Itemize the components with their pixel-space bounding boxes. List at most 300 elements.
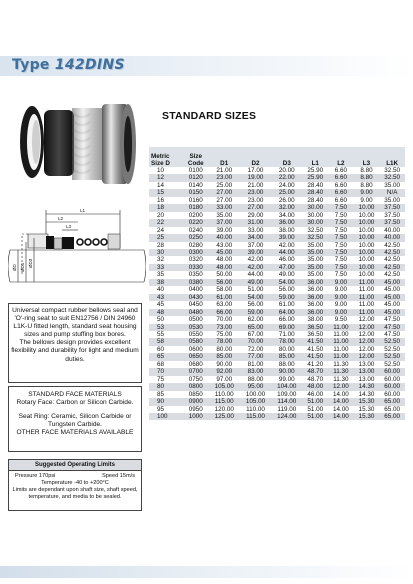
table-row xyxy=(149,413,405,420)
table-row xyxy=(149,301,405,308)
cell-l1: 32.50 xyxy=(307,234,324,242)
cell-code: 0120 xyxy=(188,174,203,182)
cell-d3: 59.00 xyxy=(278,293,295,301)
cell-l2: 7.50 xyxy=(334,234,347,242)
cell-d3: 32.00 xyxy=(278,204,295,212)
cell-l2: 7.50 xyxy=(334,219,347,227)
cell-code: 0250 xyxy=(188,234,203,242)
table-row xyxy=(149,279,405,286)
limits-speed: Speed 15m/s xyxy=(102,473,135,479)
cell-d1: 37.00 xyxy=(216,219,233,227)
cell-d3: 119.00 xyxy=(277,405,297,413)
cell-d3: 47.00 xyxy=(278,263,295,271)
col-d1: D1 xyxy=(209,147,240,167)
cell-d1: 63.00 xyxy=(216,301,233,309)
cell-size: 25 xyxy=(157,234,165,242)
cell-size: 65 xyxy=(157,353,165,361)
cell-l1: 36.00 xyxy=(307,293,324,301)
col-size-code-line1: Size xyxy=(189,153,203,160)
cell-l3: 10.00 xyxy=(358,234,375,242)
cell-size: 12 xyxy=(157,174,165,182)
cell-d2: 77.00 xyxy=(247,353,264,361)
cell-size: 38 xyxy=(157,278,165,286)
cell-size: 45 xyxy=(157,301,165,309)
cell-d3: 25.00 xyxy=(278,189,295,197)
cell-size: 68 xyxy=(157,360,165,368)
cell-d3: 44.00 xyxy=(278,248,295,256)
cell-d3: 20.00 xyxy=(278,167,295,174)
cell-l1: 30.00 xyxy=(307,219,324,227)
cell-l3: 12.00 xyxy=(358,316,375,324)
cell-code: 0240 xyxy=(188,226,203,234)
cell-l1: 32.50 xyxy=(307,226,324,234)
cell-l2: 9.50 xyxy=(334,316,347,324)
label-d: ØD xyxy=(12,264,17,271)
cell-l1: 36.00 xyxy=(307,301,324,309)
cell-l1k: 42.50 xyxy=(384,241,401,249)
cell-d2: 62.00 xyxy=(247,316,264,324)
cell-d3: 56.00 xyxy=(278,286,295,294)
table-row xyxy=(149,264,405,271)
cell-d1: 40.00 xyxy=(216,234,233,242)
table-row xyxy=(149,376,405,383)
table-row xyxy=(149,242,405,249)
cell-d3: 46.00 xyxy=(278,256,295,264)
materials-title: STANDARD FACE MATERIALS xyxy=(28,391,122,398)
cell-l1: 48.70 xyxy=(307,368,324,376)
col-size-code xyxy=(183,147,209,167)
cell-d1: 110.00 xyxy=(214,390,234,398)
cell-l2: 7.50 xyxy=(334,211,347,219)
cell-d1: 35.00 xyxy=(216,211,233,219)
cell-d3: 114.00 xyxy=(277,398,297,406)
cell-d3: 61.00 xyxy=(278,301,295,309)
cell-l1k: 40.00 xyxy=(384,234,401,242)
cell-size: 75 xyxy=(157,375,165,383)
cell-size: 35 xyxy=(157,271,165,279)
cell-l3: 10.00 xyxy=(358,241,375,249)
table-row xyxy=(149,316,405,323)
cell-l1: 51.00 xyxy=(307,405,324,413)
title-name: 142DINS xyxy=(54,57,125,73)
cell-l3: 10.00 xyxy=(358,271,375,279)
cell-d2: 44.00 xyxy=(247,271,264,279)
cell-size: 60 xyxy=(157,345,165,353)
cell-d1: 70.00 xyxy=(216,316,233,324)
cell-d3: 71.00 xyxy=(278,330,295,338)
cell-l3: 10.00 xyxy=(358,256,375,264)
table-row xyxy=(149,294,405,301)
cell-code: 0950 xyxy=(188,405,203,413)
col-d2: D2 xyxy=(240,147,271,167)
table-row xyxy=(149,249,405,256)
cell-size: 18 xyxy=(157,204,165,212)
cell-d3: 26.00 xyxy=(278,196,295,204)
table-row xyxy=(149,197,405,204)
cell-size: 53 xyxy=(157,323,165,331)
cell-l3: 15.30 xyxy=(358,412,375,420)
cell-size: 14 xyxy=(157,181,165,189)
cell-l3: 9.00 xyxy=(360,189,373,197)
cell-d1: 92.00 xyxy=(216,368,233,376)
cell-d3: 66.00 xyxy=(278,316,295,324)
col-size-d-line2: Size D xyxy=(151,160,170,167)
cell-d1: 97.00 xyxy=(216,375,233,383)
cell-code: 0600 xyxy=(188,345,203,353)
title-prefix: Type xyxy=(12,57,50,73)
cell-l3: 12.00 xyxy=(358,353,375,361)
cell-l1k: 32.50 xyxy=(384,174,401,182)
cell-code: 0100 xyxy=(188,167,203,174)
cell-l3: 11.00 xyxy=(358,278,375,286)
cell-l1k: 60.00 xyxy=(384,390,401,398)
cell-d1: 33.00 xyxy=(216,204,233,212)
cell-l3: 13.00 xyxy=(358,368,375,376)
standard-sizes-table xyxy=(149,147,405,420)
cell-l1k: 32.50 xyxy=(384,167,401,174)
col-size-d-line1: Metric xyxy=(151,153,170,160)
cell-d1: 56.00 xyxy=(216,278,233,286)
cell-l3: 15.30 xyxy=(358,398,375,406)
table-row xyxy=(149,204,405,211)
cell-d1: 27.00 xyxy=(216,196,233,204)
table-row xyxy=(149,256,405,263)
cell-l2: 9.00 xyxy=(334,301,347,309)
cell-l3: 9.00 xyxy=(360,196,373,204)
table-row xyxy=(149,227,405,234)
cell-d2: 49.00 xyxy=(247,278,264,286)
cell-l2: 6.60 xyxy=(334,174,347,182)
cell-l2: 6.60 xyxy=(334,167,347,174)
cell-l2: 7.50 xyxy=(334,226,347,234)
cell-l1: 36.00 xyxy=(307,308,324,316)
cell-l2: 7.50 xyxy=(334,263,347,271)
cell-d3: 104.00 xyxy=(277,383,297,391)
cell-d2: 37.00 xyxy=(247,241,264,249)
cell-code: 0400 xyxy=(188,286,203,294)
cell-d1: 85.00 xyxy=(216,353,233,361)
cell-l2: 14.00 xyxy=(332,412,349,420)
cell-d1: 78.00 xyxy=(216,338,233,346)
cell-code: 0150 xyxy=(188,189,203,197)
cell-l3: 12.00 xyxy=(358,338,375,346)
table-row xyxy=(149,353,405,360)
cell-l2: 11.00 xyxy=(333,345,349,353)
cell-d2: 29.00 xyxy=(247,211,264,219)
limits-pressure: Pressure 170psi xyxy=(15,473,56,479)
table-row xyxy=(149,167,405,174)
cell-code: 0800 xyxy=(188,383,203,391)
cell-l2: 7.50 xyxy=(334,271,347,279)
cell-d3: 39.00 xyxy=(278,234,295,242)
cell-code: 0430 xyxy=(188,293,203,301)
table-row xyxy=(149,189,405,196)
cell-l1: 28.40 xyxy=(307,181,324,189)
cell-l3: 10.00 xyxy=(358,211,375,219)
cell-size: 32 xyxy=(157,256,165,264)
cell-code: 0900 xyxy=(188,398,203,406)
cell-d1: 105.00 xyxy=(214,383,234,391)
cell-l1: 48.00 xyxy=(307,383,324,391)
table-row xyxy=(149,338,405,345)
cell-l1: 38.00 xyxy=(307,316,324,324)
limits-temperature: Temperature -40 to +200°C xyxy=(41,480,109,486)
cell-l1: 35.00 xyxy=(307,256,324,264)
cell-l3: 10.00 xyxy=(358,226,375,234)
cell-d2: 65.00 xyxy=(247,323,264,331)
table-row xyxy=(149,286,405,293)
cell-l1k: 37.50 xyxy=(384,204,401,212)
col-size-code-line2: Code xyxy=(187,160,204,167)
cell-d2: 33.00 xyxy=(247,226,264,234)
page-title xyxy=(12,57,125,73)
materials-other: OTHER FACE MATERIALS AVAILABLE xyxy=(16,429,134,436)
cell-code: 0220 xyxy=(188,219,203,227)
cell-size: 90 xyxy=(157,398,165,406)
cell-l2: 12.00 xyxy=(332,383,349,391)
cell-code: 0280 xyxy=(188,241,203,249)
cell-l1k: 60.00 xyxy=(384,368,401,376)
cell-size: 28 xyxy=(157,241,165,249)
cell-l1k: 65.00 xyxy=(384,412,401,420)
table-row xyxy=(149,361,405,368)
cell-d2: 34.00 xyxy=(247,234,264,242)
cell-d2: 17.00 xyxy=(247,167,264,174)
cell-l3: 10.00 xyxy=(358,263,375,271)
cell-l1: 36.00 xyxy=(307,286,324,294)
cell-size: 33 xyxy=(157,263,165,271)
cell-d3: 88.00 xyxy=(278,360,295,368)
cell-d1: 48.00 xyxy=(216,263,233,271)
cell-d3: 90.00 xyxy=(278,368,295,376)
cell-l3: 11.00 xyxy=(358,301,375,309)
table-row xyxy=(149,219,405,226)
cell-d3: 42.00 xyxy=(278,241,295,249)
description-paragraph-2: The bellows design provides excellent flexibility and durability for light and medium duties. xyxy=(11,339,139,363)
cell-l3: 15.30 xyxy=(358,405,375,413)
cell-l2: 11.30 xyxy=(333,375,349,383)
cell-size: 20 xyxy=(157,211,165,219)
table-row xyxy=(149,182,405,189)
cell-size: 80 xyxy=(157,383,165,391)
cell-l1k: 47.50 xyxy=(384,316,401,324)
standard-sizes-heading: STANDARD SIZES xyxy=(162,110,257,122)
table-row xyxy=(149,309,405,316)
cell-code: 0380 xyxy=(188,278,203,286)
cell-size: 55 xyxy=(157,330,165,338)
cell-d1: 50.00 xyxy=(216,271,233,279)
table-row xyxy=(149,271,405,278)
table-row xyxy=(149,212,405,219)
cell-l1k: 52.50 xyxy=(384,353,401,361)
cell-l1: 35.00 xyxy=(307,248,324,256)
cell-l1k: N/A xyxy=(386,189,398,197)
cell-d1: 25.00 xyxy=(216,181,233,189)
label-d1: ØD1 xyxy=(20,262,25,272)
cell-code: 0580 xyxy=(188,338,203,346)
cell-d2: 19.00 xyxy=(247,174,264,182)
materials-seat: Seat Ring: Ceramic, Silicon Carbide or Tungsten Carbide. xyxy=(18,413,132,428)
cell-code: 0530 xyxy=(188,323,203,331)
table-row xyxy=(149,234,405,241)
cell-d1: 66.00 xyxy=(216,308,233,316)
cell-size: 22 xyxy=(157,219,165,227)
cell-l1: 25.90 xyxy=(307,174,324,182)
cell-l2: 11.30 xyxy=(333,368,349,376)
cell-l1: 30.00 xyxy=(307,211,324,219)
cell-l1k: 40.00 xyxy=(384,226,401,234)
cell-l3: 10.00 xyxy=(358,204,375,212)
footer-band xyxy=(0,566,413,578)
cell-l2: 14.00 xyxy=(332,405,349,413)
cell-l1k: 42.50 xyxy=(384,248,401,256)
cell-l1: 36.50 xyxy=(307,323,324,331)
cell-d2: 110.00 xyxy=(246,405,265,413)
cell-l1: 30.00 xyxy=(307,204,324,212)
cell-d1: 39.00 xyxy=(216,226,233,234)
cell-d1: 75.00 xyxy=(216,330,233,338)
cell-l1k: 45.00 xyxy=(384,308,401,316)
cell-d3: 109.00 xyxy=(277,390,297,398)
cell-d2: 81.00 xyxy=(247,360,264,368)
cell-l1k: 65.00 xyxy=(384,405,401,413)
cell-size: 50 xyxy=(157,316,165,324)
operating-limits-box xyxy=(8,459,142,511)
cell-d2: 42.00 xyxy=(247,263,264,271)
cell-d2: 56.00 xyxy=(247,301,264,309)
cell-d3: 36.00 xyxy=(278,219,295,227)
cell-d2: 67.00 xyxy=(247,330,264,338)
cell-l1k: 52.50 xyxy=(384,360,401,368)
cell-l1k: 35.00 xyxy=(384,196,401,204)
cell-l2: 7.50 xyxy=(334,248,347,256)
cell-l3: 12.00 xyxy=(358,345,375,353)
cell-code: 1000 xyxy=(188,412,203,420)
cell-l2: 6.60 xyxy=(334,196,347,204)
cell-d2: 83.00 xyxy=(247,368,264,376)
cell-code: 0140 xyxy=(188,181,203,189)
cell-l1: 28.40 xyxy=(307,196,324,204)
cell-size: 15 xyxy=(157,189,165,197)
cell-l1: 46.00 xyxy=(307,390,324,398)
limits-pressure-speed-row xyxy=(9,471,141,480)
cell-l2: 6.60 xyxy=(334,189,347,197)
cell-d3: 85.00 xyxy=(278,353,295,361)
cell-l1: 35.00 xyxy=(307,241,324,249)
cell-l2: 9.00 xyxy=(334,308,347,316)
cell-d1: 27.00 xyxy=(216,189,233,197)
cell-d2: 72.00 xyxy=(247,345,264,353)
cell-size: 48 xyxy=(157,308,165,316)
cell-code: 0650 xyxy=(188,353,203,361)
cell-d1: 21.00 xyxy=(216,167,233,174)
cell-l1k: 65.00 xyxy=(384,398,401,406)
cell-d3: 49.00 xyxy=(278,271,295,279)
cell-d3: 38.00 xyxy=(278,226,295,234)
cell-l3: 12.00 xyxy=(358,323,375,331)
cell-l2: 9.00 xyxy=(334,286,347,294)
cell-l1k: 37.50 xyxy=(384,211,401,219)
cell-d1: 125.00 xyxy=(214,412,234,420)
cell-d3: 54.00 xyxy=(278,278,295,286)
cell-l3: 8.80 xyxy=(360,174,373,182)
table-header-row xyxy=(149,147,405,167)
cell-d2: 21.00 xyxy=(247,181,264,189)
cell-l1: 41.50 xyxy=(307,338,324,346)
cell-l1: 48.70 xyxy=(307,375,324,383)
cell-d3: 22.00 xyxy=(278,174,295,182)
cell-d3: 64.00 xyxy=(278,308,295,316)
cell-d2: 23.00 xyxy=(247,196,264,204)
cell-l2: 6.60 xyxy=(334,181,347,189)
label-l3: L3 xyxy=(66,224,72,229)
cell-code: 0300 xyxy=(188,248,203,256)
table-row xyxy=(149,398,405,405)
cell-d1: 73.00 xyxy=(216,323,233,331)
cell-l3: 11.00 xyxy=(358,286,375,294)
cell-l1k: 35.00 xyxy=(384,181,401,189)
cell-d2: 70.00 xyxy=(247,338,264,346)
cell-l1: 41.50 xyxy=(307,353,324,361)
cell-l3: 8.80 xyxy=(360,181,373,189)
cell-d2: 100.00 xyxy=(245,390,266,398)
cell-l1k: 42.50 xyxy=(384,271,401,279)
cell-d1: 90.00 xyxy=(216,360,233,368)
cell-d1: 80.00 xyxy=(216,345,233,353)
cell-d1: 23.00 xyxy=(216,174,233,182)
table-row xyxy=(149,368,405,375)
cell-l1k: 60.00 xyxy=(384,383,401,391)
table-row xyxy=(149,383,405,390)
description-paragraph-1: Universal compact rubber bellows seal and 'O'-ring seat to suit EN12756 / DIN 24960 L1K-U fitted length, standard seat housing sizes and pump stuffing box bores. xyxy=(12,307,138,339)
cell-l3: 10.00 xyxy=(358,219,375,227)
cell-l1: 28.40 xyxy=(307,189,324,197)
cell-l1k: 42.50 xyxy=(384,263,401,271)
cell-d2: 115.00 xyxy=(246,412,265,420)
cell-code: 0750 xyxy=(188,375,203,383)
cell-l1k: 52.50 xyxy=(384,338,401,346)
cell-l1k: 45.00 xyxy=(384,286,401,294)
cell-d2: 51.00 xyxy=(247,286,264,294)
cell-l3: 13.00 xyxy=(358,375,375,383)
cell-d2: 95.00 xyxy=(247,383,264,391)
cell-d3: 24.00 xyxy=(278,181,295,189)
table-row xyxy=(149,331,405,338)
cell-l1: 51.00 xyxy=(307,412,324,420)
cell-size: 24 xyxy=(157,226,165,234)
col-d3: D3 xyxy=(271,147,302,167)
col-l1: L1 xyxy=(302,147,328,167)
face-materials-box xyxy=(8,386,142,452)
cell-d2: 42.00 xyxy=(247,256,264,264)
cell-l2: 7.50 xyxy=(334,256,347,264)
description-box xyxy=(8,303,142,383)
cell-l1k: 52.50 xyxy=(384,345,401,353)
cell-code: 0450 xyxy=(188,301,203,309)
cell-code: 0550 xyxy=(188,330,203,338)
cell-d1: 120.00 xyxy=(214,405,234,413)
label-l1: L1 xyxy=(80,208,86,213)
cell-l3: 14.30 xyxy=(358,390,375,398)
cell-size: 58 xyxy=(157,338,165,346)
cell-code: 0700 xyxy=(188,368,203,376)
table-row xyxy=(149,174,405,181)
cell-code: 0160 xyxy=(188,196,203,204)
cell-l1k: 42.50 xyxy=(384,256,401,264)
cell-d2: 54.00 xyxy=(247,293,264,301)
seal-cross-section-drawing xyxy=(8,204,146,296)
cell-code: 0180 xyxy=(188,204,203,212)
